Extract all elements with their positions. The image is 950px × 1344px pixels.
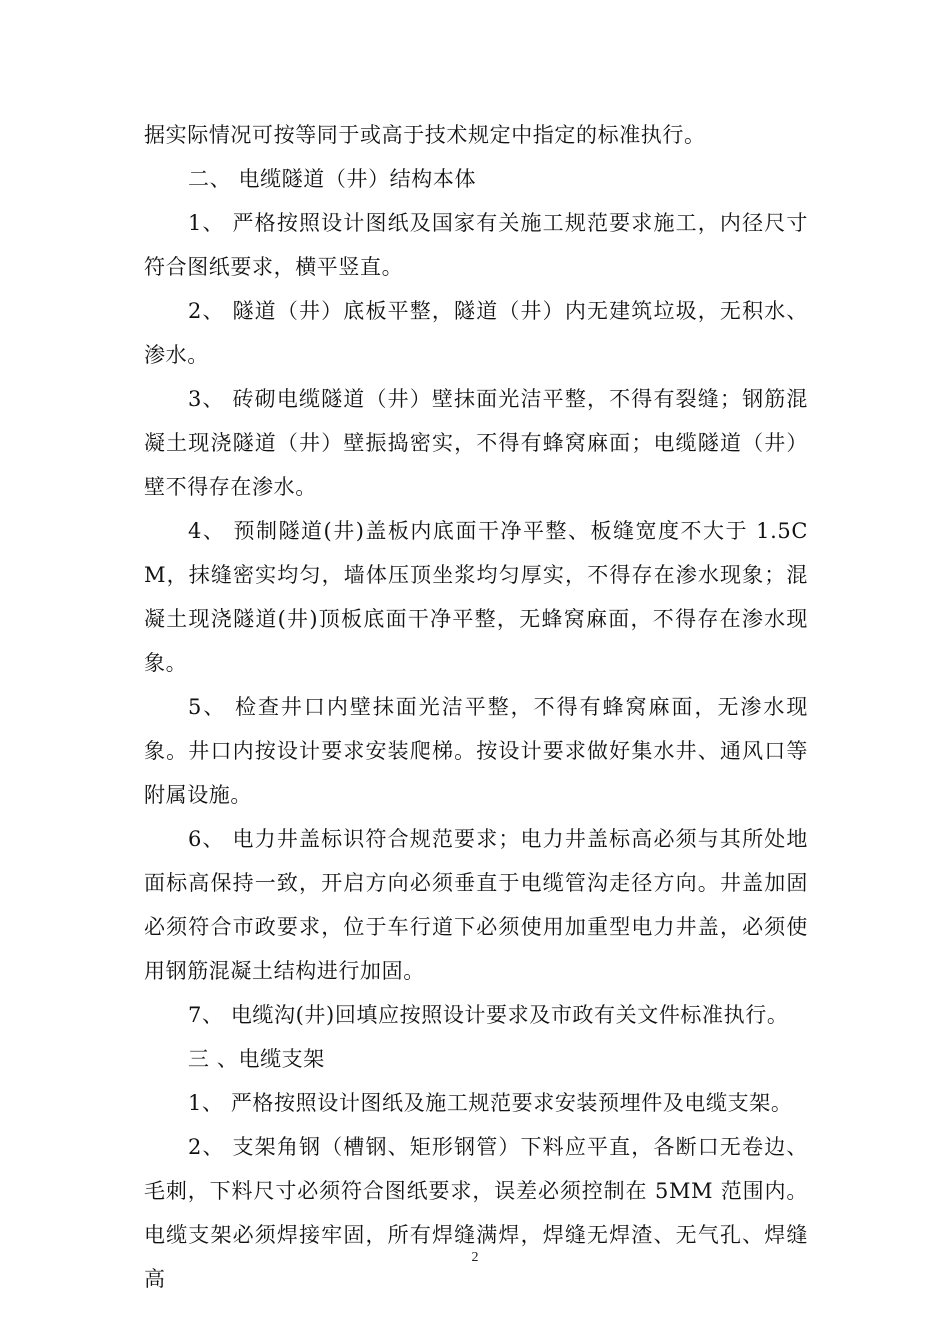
paragraph-item-5: 5、 检查井口内壁抹面光洁平整，不得有蜂窝麻面，无渗水现象。井口内按设计要求安装爬梯。按设计要求做好集水井、通风口等附属设施。 xyxy=(144,695,808,807)
section-heading-2: 二、 电缆隧道（井）结构本体 xyxy=(188,167,477,191)
page-number: 2 xyxy=(471,1250,479,1265)
paragraph-item-3: 3、 砖砌电缆隧道（井）壁抹面光洁平整，不得有裂缝；钢筋混凝土现浇隧道（井）壁振捣密实，不得有蜂窝麻面；电缆隧道（井）壁不得存在渗水。 xyxy=(144,387,808,499)
paragraph-continuation: 据实际情况可按等同于或高于技术规定中指定的标准执行。 xyxy=(144,123,706,147)
paragraph-item-2: 2、 隧道（井）底板平整，隧道（井）内无建筑垃圾，无积水、渗水。 xyxy=(144,299,808,367)
paragraph-item-7: 7、 电缆沟(井)回填应按照设计要求及市政有关文件标准执行。 xyxy=(188,1003,789,1027)
section-heading-3: 三 、电缆支架 xyxy=(188,1047,325,1071)
paragraph-item-3-2: 2、 支架角钢（槽钢、矩形钢管）下料应平直，各断口无卷边、毛刺，下料尺寸必须符合图纸要求，误差必须控制在 5MM 范围内。电缆支架必须焊接牢固，所有焊缝满焊，焊缝无焊渣、无气孔、焊缝高 xyxy=(144,1135,808,1291)
paragraph-item-4: 4、 预制隧道(井)盖板内底面干净平整、板缝宽度不大于 1.5CM，抹缝密实均匀，墙体压顶坐浆均匀厚实，不得存在渗水现象；混凝土现浇隧道(井)顶板底面干净平整，无蜂窝麻面，不得存在渗水现象。 xyxy=(144,519,808,675)
body-text xyxy=(144,113,808,1301)
paragraph-item-6: 6、 电力井盖标识符合规范要求；电力井盖标高必须与其所处地面标高保持一致，开启方向必须垂直于电缆管沟走径方向。井盖加固必须符合市政要求，位于车行道下必须使用加重型电力井盖，必须使用钢筋混凝土结构进行加固。 xyxy=(144,827,808,983)
paragraph-item-1: 1、 严格按照设计图纸及国家有关施工规范要求施工，内径尺寸符合图纸要求，横平竖直。 xyxy=(144,211,808,279)
paragraph-item-3-1: 1、 严格按照设计图纸及施工规范要求安装预埋件及电缆支架。 xyxy=(188,1091,793,1115)
